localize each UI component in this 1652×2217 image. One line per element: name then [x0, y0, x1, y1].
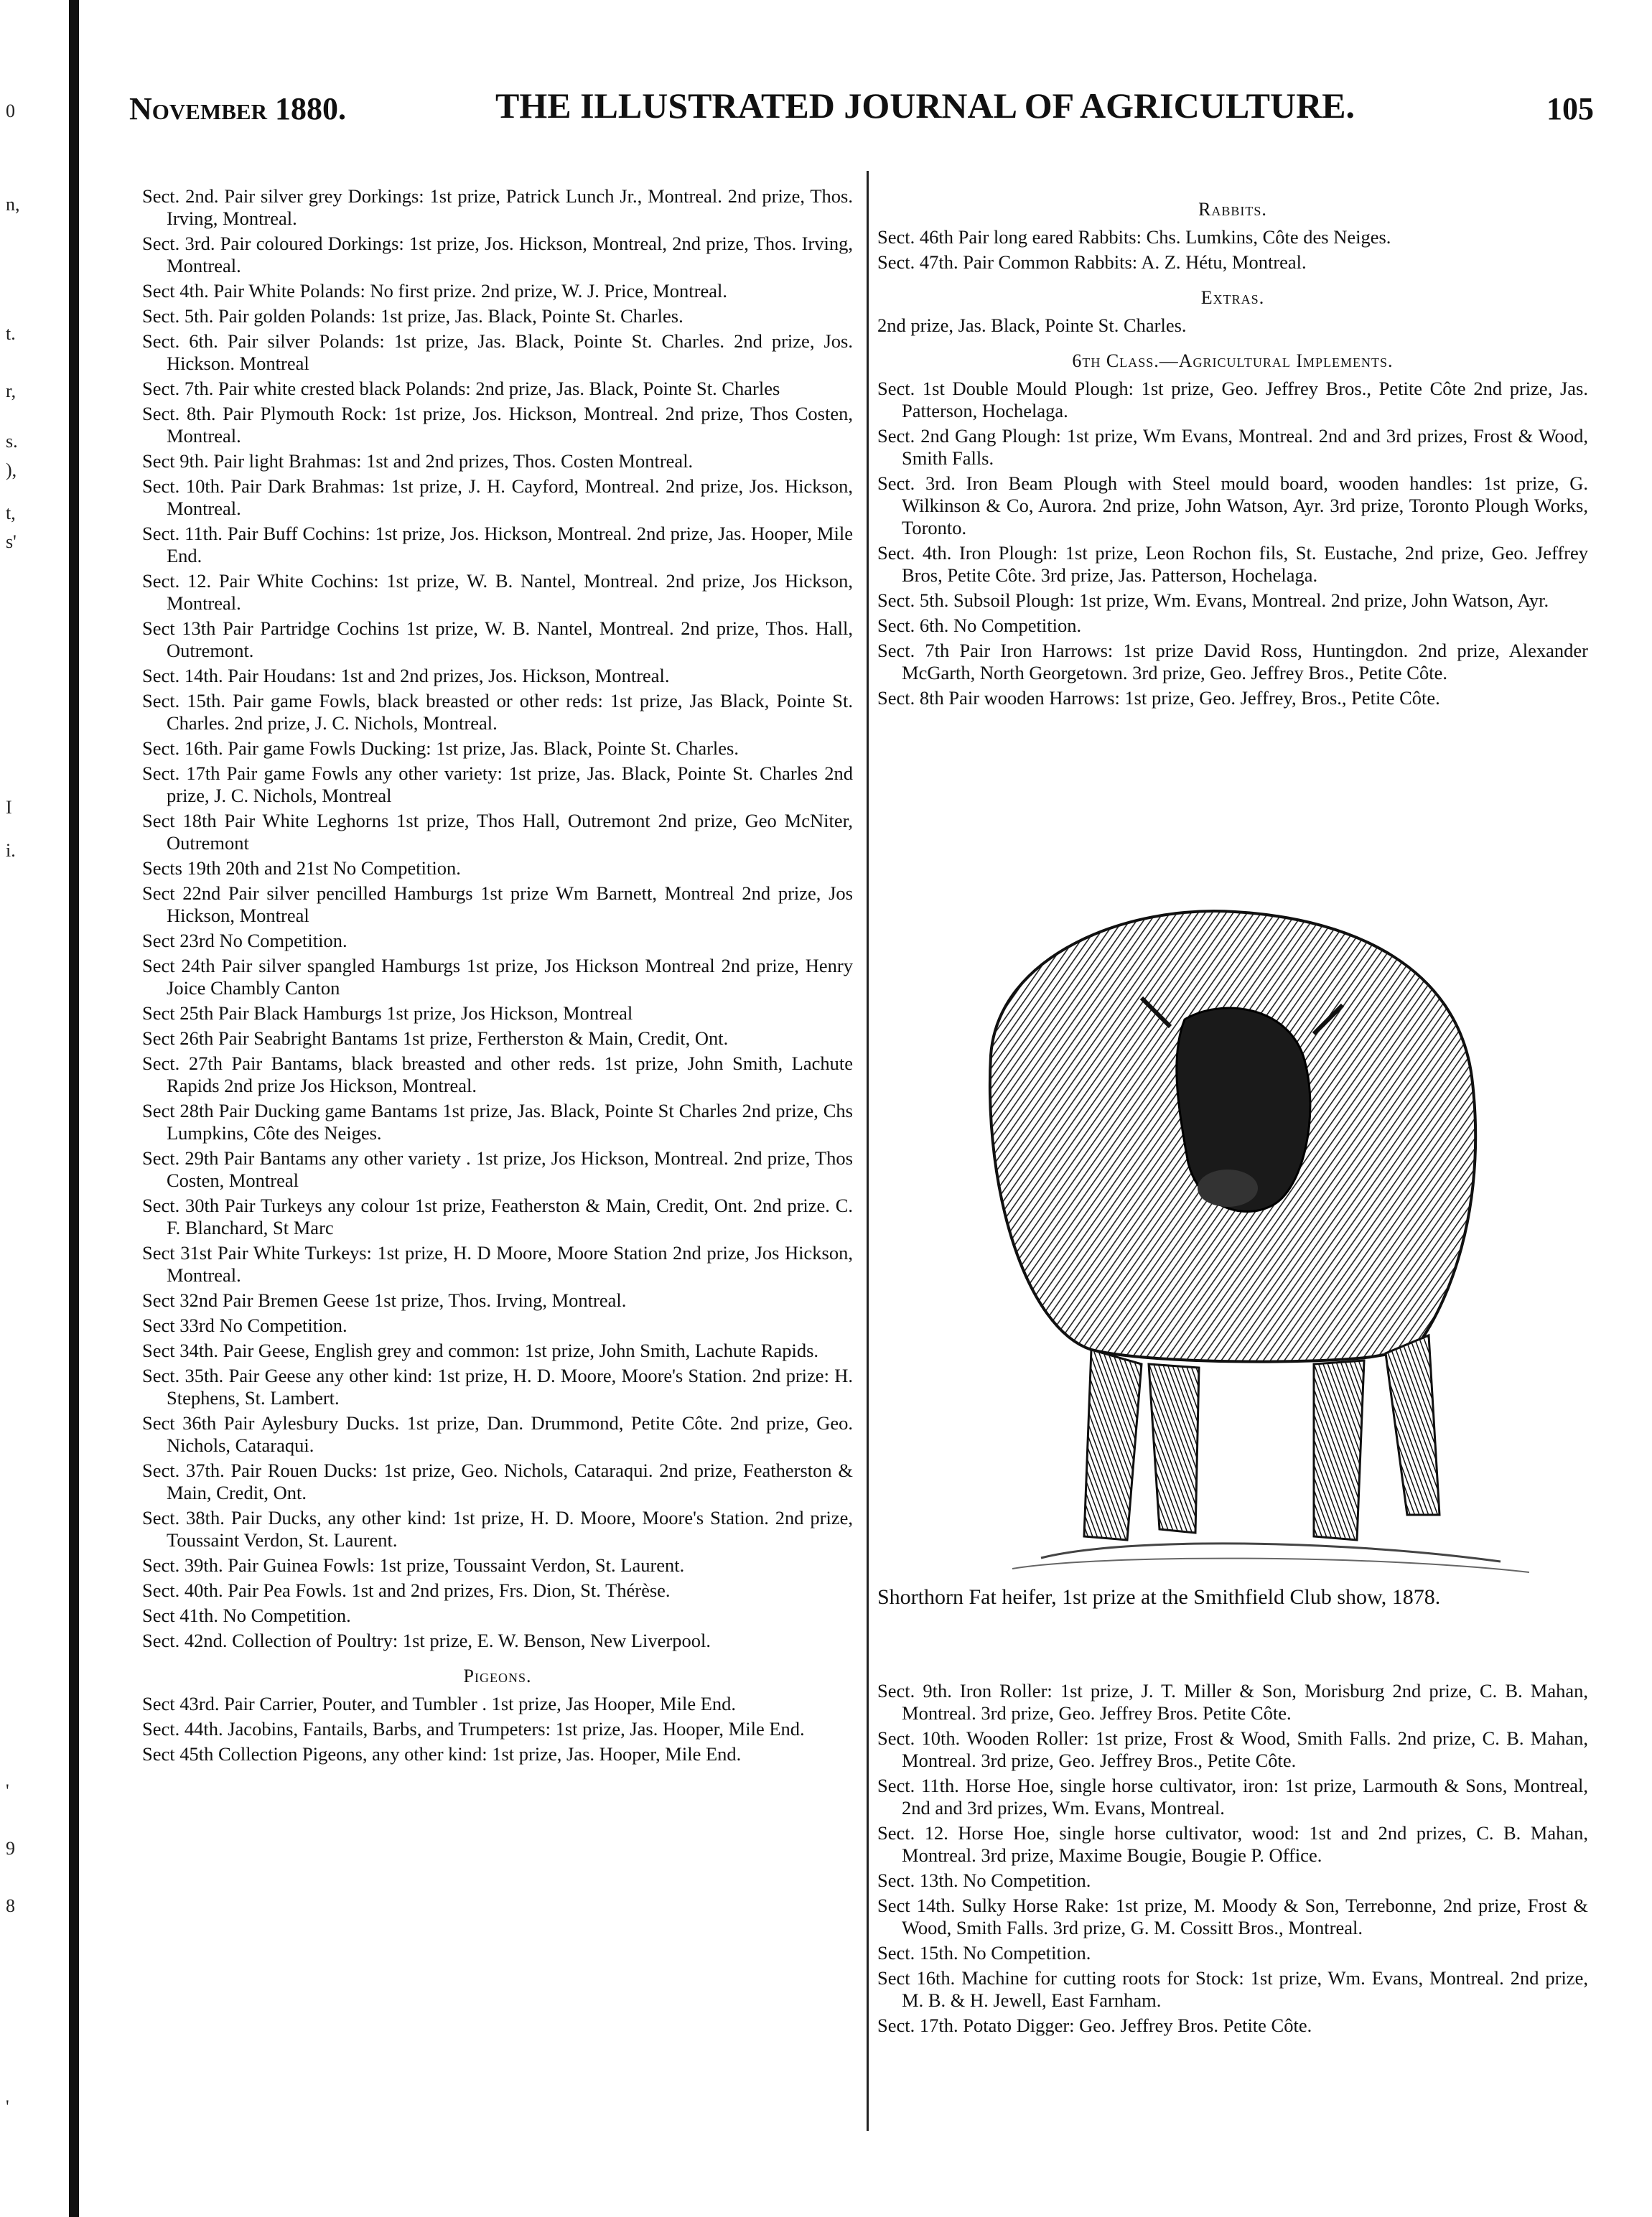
margin-mark: ),: [6, 459, 17, 480]
margin-mark: r,: [6, 381, 17, 401]
prize-entry: Sect 9th. Pair light Brahmas: 1st and 2nd prizes, Thos. Costen Montreal.: [142, 450, 694, 472]
prize-entry: Sect. 30th Pair Turkeys any colour 1st prize, Featherston & Main, Credit, Ont. 2nd prize. C. F. Blanchard, St Marc: [142, 1195, 853, 1238]
prize-entry: Sect 24th Pair silver spangled Hamburgs 1st prize, Jos Hickson Montreal 2nd prize, Henry Joice Chambly Canton: [142, 955, 853, 999]
prize-entry: Sect. 13th. No Competition.: [877, 1870, 1091, 1891]
prize-entry: Sect. 10th. Wooden Roller: 1st prize, Frost & Wood, Smith Falls. 2nd prize, C. B. Mahan, Montreal. 3rd prize, Geo. Jeffrey Bros., Petite Côte.: [877, 1727, 1588, 1771]
prize-entry: Sect 34th. Pair Geese, English grey and common: 1st prize, John Smith, Lachute Rapids.: [142, 1340, 819, 1361]
prize-entry: Sect. 11th. Pair Buff Cochins: 1st prize, Jos. Hickson, Montreal. 2nd prize, Jas. Hooper, Mile End.: [142, 523, 853, 566]
prize-entry: Sect. 6th. Pair silver Polands: 1st prize, Jas. Black, Pointe St. Charles. 2nd prize, Jos. Hickson. Montreal: [142, 330, 853, 374]
page-header: [129, 85, 1594, 135]
prize-entry: Sect. 44th. Jacobins, Fantails, Barbs, and Trumpeters: 1st prize, Jas. Hooper, Mile End.: [142, 1718, 805, 1740]
margin-mark: 8: [6, 1895, 15, 1916]
prize-entry: Sect. 6th. No Competition.: [877, 615, 1082, 636]
poultry-prize-list: [142, 185, 853, 1652]
prize-entry: Sect. 27th Pair Bantams, black breasted and other reds. 1st prize, John Smith, Lachute Rapids 2nd prize Jos Hickson, Montreal.: [142, 1053, 853, 1096]
column-divider: [867, 171, 869, 2131]
prize-entry: Sect. 3rd. Pair coloured Dorkings: 1st prize, Jos. Hickson, Montreal, 2nd prize, Thos. Irving, Montreal.: [142, 233, 853, 276]
pigeons-prize-list: [142, 1693, 853, 1765]
prize-entry: Sect 43rd. Pair Carrier, Pouter, and Tumbler . 1st prize, Jas Hooper, Mile End.: [142, 1693, 737, 1714]
binding-spine: [69, 0, 79, 2217]
rabbits-prize-list: [877, 226, 1588, 274]
pigeons-heading: Pigeons.: [463, 1666, 532, 1686]
prize-entry: Sect 4th. Pair White Polands: No first prize. 2nd prize, W. J. Price, Montreal.: [142, 280, 727, 302]
prize-entry: Sect. 29th Pair Bantams any other variety . 1st prize, Jos Hickson, Montreal. 2nd prize, Thos Costen, Montreal: [142, 1147, 853, 1191]
right-column-bottom: [877, 1680, 1588, 2040]
prize-entry: Sect 16th. Machine for cutting roots for Stock: 1st prize, Wm. Evans, Montreal. 2nd prize, M. B. & H. Jewell, East Farnham.: [877, 1967, 1588, 2011]
prize-entry: Sect. 38th. Pair Ducks, any other kind: 1st prize, H. D. Moore, Moore's Station. 2nd prize, Toussaint Verdon, St. Laurent.: [142, 1507, 853, 1551]
prize-entry: Sect 13th Pair Partridge Cochins 1st prize, W. B. Nantel, Montreal. 2nd prize, Thos. Hall, Outremont.: [142, 617, 853, 661]
prize-entry: Sect. 40th. Pair Pea Fowls. 1st and 2nd prizes, Frs. Dion, St. Thérèse.: [142, 1579, 671, 1601]
extras-prize-list: [877, 314, 1588, 337]
prize-entry: Sect 18th Pair White Leghorns 1st prize, Thos Hall, Outremont 2nd prize, Geo McNiter, Outremont: [142, 810, 853, 854]
margin-mark: 9: [6, 1838, 15, 1859]
issue-date: November 1880.: [129, 91, 346, 126]
prize-entry: Sect. 11th. Horse Hoe, single horse cultivator, iron: 1st prize, Larmouth & Sons, Montreal, 2nd and 3rd prizes, Wm. Evans, Montreal.: [877, 1775, 1588, 1819]
prize-entry: Sect. 8th. Pair Plymouth Rock: 1st prize, Jos. Hickson, Montreal. 2nd prize, Thos Costen, Montreal.: [142, 403, 853, 447]
prize-entry: Sect. 16th. Pair game Fowls Ducking: 1st prize, Jas. Black, Pointe St. Charles.: [142, 737, 739, 759]
prize-entry: 2nd prize, Jas. Black, Pointe St. Charles.: [877, 314, 1187, 336]
prize-entry: Sect. 2nd. Pair silver grey Dorkings: 1st prize, Patrick Lunch Jr., Montreal. 2nd prize, Thos. Irving, Montreal.: [142, 185, 853, 229]
prize-entry: Sect. 3rd. Iron Beam Plough with Steel mould board, wooden handles: 1st prize, G. Wilkinson & Co, Aurora. 2nd prize, John Watson, Ayr. 3rd prize, Toronto Plough Works, Toronto.: [877, 472, 1588, 538]
prize-entry: Sect. 37th. Pair Rouen Ducks: 1st prize, Geo. Nichols, Cataraqui. 2nd prize, Featherston & Main, Credit, Ont.: [142, 1460, 853, 1503]
prize-entry: Sect. 1st Double Mould Plough: 1st prize, Geo. Jeffrey Bros., Petite Côte 2nd prize, Jas. Patterson, Hochelaga.: [877, 378, 1588, 421]
prize-entry: Sect. 42nd. Collection of Poultry: 1st prize, E. W. Benson, New Liverpool.: [142, 1630, 711, 1651]
implements-prize-list: [877, 378, 1588, 709]
prize-entry: Sect. 14th. Pair Houdans: 1st and 2nd prizes, Jos. Hickson, Montreal.: [142, 665, 670, 686]
prize-entry: Sect. 5th. Subsoil Plough: 1st prize, Wm. Evans, Montreal. 2nd prize, John Watson, Ayr.: [877, 589, 1549, 611]
journal-title: THE ILLUSTRATED JOURNAL OF AGRICULTURE.: [495, 85, 1355, 126]
prize-entry: Sect 33rd No Competition.: [142, 1315, 347, 1336]
prize-entry: Sect. 12. Horse Hoe, single horse cultivator, wood: 1st and 2nd prizes, C. B. Mahan, Montreal. 3rd prize, Maxime Bougie, Bougie P. Office.: [877, 1822, 1588, 1866]
illustration-caption: Shorthorn Fat heifer, 1st prize at the Smithfield Club show, 1878.: [877, 1585, 1441, 1609]
left-column: [142, 185, 853, 1768]
margin-mark: s.: [6, 431, 18, 452]
prize-entry: Sect 22nd Pair silver pencilled Hamburgs 1st prize Wm Barnett, Montreal 2nd prize, Jos Hickson, Montreal: [142, 882, 853, 926]
prize-entry: Sect. 7th Pair Iron Harrows: 1st prize David Ross, Huntingdon. 2nd prize, Alexander McGarth, North Georgetown. 3rd prize, Geo. Jeffrey Bros., Petite Côte.: [877, 640, 1588, 683]
prize-entry: Sect. 7th. Pair white crested black Polands: 2nd prize, Jas. Black, Pointe St. Charles: [142, 378, 780, 399]
margin-mark: 0: [6, 101, 15, 121]
prize-entry: Sect 36th Pair Aylesbury Ducks. 1st prize, Dan. Drummond, Petite Côte. 2nd prize, Geo. Nichols, Cataraqui.: [142, 1412, 853, 1456]
implements-continued-list: [877, 1680, 1588, 2037]
prize-entry: Sect. 15th. Pair game Fowls, black breasted or other reds: 1st prize, Jas Black, Pointe St. Charles. 2nd prize, J. C. Nichols, Montreal.: [142, 690, 853, 734]
prize-entry: Sect. 47th. Pair Common Rabbits: A. Z. Hétu, Montreal.: [877, 251, 1307, 273]
prize-entry: Sect. 35th. Pair Geese any other kind: 1st prize, H. D. Moore, Moore's Station. 2nd prize: H. Stephens, St. Lambert.: [142, 1365, 853, 1409]
prize-entry: Sect 26th Pair Seabright Bantams 1st prize, Fertherston & Main, Credit, Ont.: [142, 1027, 729, 1049]
margin-mark: t.: [6, 323, 16, 344]
extras-heading: Extras.: [1200, 287, 1265, 308]
prize-entry: Sect 14th. Sulky Horse Rake: 1st prize, M. Moody & Son, Terrebonne, 2nd prize, Frost & Wood, Smith Falls. 3rd prize, G. M. Cossitt Bros., Montreal.: [877, 1895, 1588, 1938]
prize-entry: Sects 19th 20th and 21st No Competition.: [142, 857, 461, 879]
prize-entry: Sect. 9th. Iron Roller: 1st prize, J. T. Miller & Son, Morisburg 2nd prize, C. B. Mahan, Montreal. 3rd prize, Geo. Jeffrey Bros. Petite Côte.: [877, 1680, 1588, 1724]
prize-entry: Sect 25th Pair Black Hamburgs 1st prize, Jos Hickson, Montreal: [142, 1002, 633, 1024]
prize-entry: Sect. 8th Pair wooden Harrows: 1st prize, Geo. Jeffrey, Bros., Petite Côte.: [877, 687, 1440, 709]
margin-mark: I: [6, 797, 12, 818]
prize-entry: Sect 31st Pair White Turkeys: 1st prize, H. D Moore, Moore Station 2nd prize, Jos Hickson, Montreal.: [142, 1242, 853, 1286]
margin-mark: ': [6, 2096, 9, 2117]
prize-entry: Sect. 17th. Potato Digger: Geo. Jeffrey Bros. Petite Côte.: [877, 2015, 1312, 2036]
prize-entry: Sect. 12. Pair White Cochins: 1st prize, W. B. Nantel, Montreal. 2nd prize, Jos Hickson, Montreal.: [142, 570, 853, 614]
rabbits-heading: Rabbits.: [1198, 199, 1267, 220]
prize-entry: Sect 32nd Pair Bremen Geese 1st prize, Thos. Irving, Montreal.: [142, 1289, 627, 1311]
prize-entry: Sect 23rd No Competition.: [142, 930, 347, 951]
prize-entry: Sect. 4th. Iron Plough: 1st prize, Leon Rochon fils, St. Eustache, 2nd prize, Geo. Jeffrey Bros, Petite Côte. 3rd prize, Jas. Patterson, Hochelaga.: [877, 542, 1588, 586]
implements-heading: 6th Class.—Agricultural Implements.: [1072, 350, 1394, 371]
prize-entry: Sect. 5th. Pair golden Polands: 1st prize, Jas. Black, Pointe St. Charles.: [142, 305, 683, 327]
prize-entry: Sect. 15th. No Competition.: [877, 1942, 1091, 1964]
prize-entry: Sect. 39th. Pair Guinea Fowls: 1st prize, Toussaint Verdon, St. Laurent.: [142, 1554, 685, 1576]
margin-mark: i.: [6, 840, 16, 861]
prize-entry: Sect. 17th Pair game Fowls any other variety: 1st prize, Jas. Black, Pointe St. Charles 2nd prize, J. C. Nichols, Montreal: [142, 762, 853, 806]
margin-mark: t,: [6, 503, 16, 523]
prize-entry: Sect. 2nd Gang Plough: 1st prize, Wm Evans, Montreal. 2nd and 3rd prizes, Frost & Wood, Smith Falls.: [877, 425, 1588, 469]
shorthorn-heifer-engraving: [912, 890, 1558, 1579]
margin-mark: ': [6, 1780, 9, 1801]
margin-mark: n,: [6, 194, 20, 215]
prize-entry: Sect. 10th. Pair Dark Brahmas: 1st prize, J. H. Cayford, Montreal. 2nd prize, Jos. Hickson, Montreal.: [142, 475, 853, 519]
margin-mark: s': [6, 531, 17, 552]
prize-entry: Sect 45th Collection Pigeons, any other kind: 1st prize, Jas. Hooper, Mile End.: [142, 1743, 742, 1765]
prize-entry: Sect 28th Pair Ducking game Bantams 1st prize, Jas. Black, Pointe St Charles 2nd prize, Chs Lumpkins, Côte des Neiges.: [142, 1100, 853, 1144]
prize-entry: Sect. 46th Pair long eared Rabbits: Chs. Lumkins, Côte des Neiges.: [877, 226, 1391, 248]
prize-entry: Sect 41th. No Competition.: [142, 1605, 351, 1626]
page-number: 105: [1546, 91, 1594, 126]
right-column-top: [877, 185, 1588, 712]
